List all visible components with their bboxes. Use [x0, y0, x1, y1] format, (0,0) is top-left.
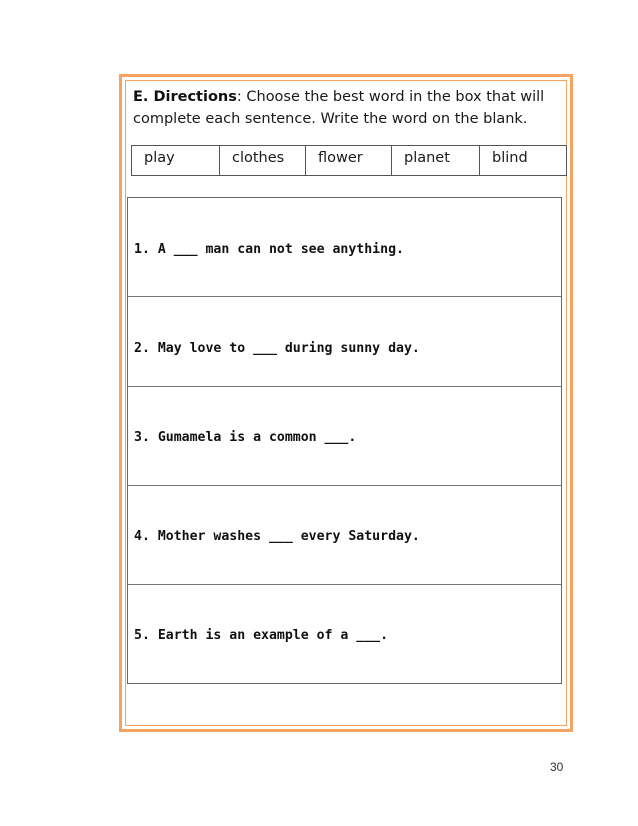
sentence-row-5: [128, 585, 561, 683]
directions-text: Choose the best word in the box that will complete each sentence. Write the word on the blank.: [133, 89, 545, 127]
sentence-1: 1. A ___ man can not see anything.: [134, 242, 404, 257]
word-box-item-clothes: clothes: [220, 146, 306, 175]
sentence-row-2: [128, 297, 561, 387]
sentence-5: 5. Earth is an example of a ___.: [134, 628, 389, 643]
sentence-row-4: [128, 486, 561, 585]
sentence-2: 2. May love to ___ during sunny day.: [134, 341, 420, 356]
word-box-item-blind: blind: [492, 150, 528, 166]
page-number: 30: [550, 760, 564, 774]
directions-separator: :: [236, 89, 242, 105]
sentence-row-1: [128, 198, 561, 297]
sentence-3: 3. Gumamela is a common ___.: [134, 430, 357, 445]
word-box: [131, 145, 567, 176]
word-box-item-play: play: [132, 146, 220, 175]
sentence-row-3: [128, 387, 561, 486]
word-box-item-planet: planet: [392, 146, 480, 175]
sentence-4: 4. Mother washes ___ every Saturday.: [134, 529, 420, 544]
directions-label: E. Directions: [133, 89, 237, 105]
directions-paragraph: [133, 86, 553, 130]
word-box-item-flower: flower: [306, 146, 392, 175]
sentence-table: [127, 197, 562, 684]
